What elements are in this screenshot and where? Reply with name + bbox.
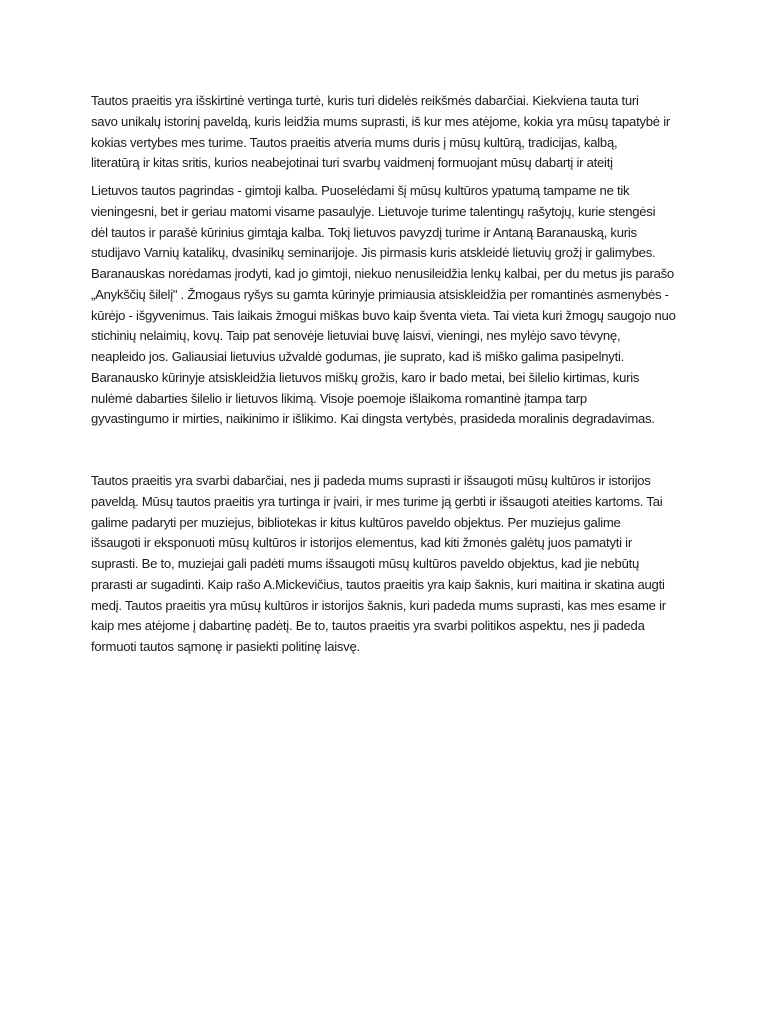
text-line: savo unikalų istorinį paveldą, kuris leidžia mums suprasti, iš kur mes atėjome, kokia yra mūsų tapatybė ir (91, 113, 670, 129)
text-line: Lietuvos tautos pagrindas - gimtoji kalba. Puoselėdami šį mūsų kultūros ypatumą tampame ne tik (91, 183, 630, 198)
text-line: kūrėjo - išgyvenimus. Tais laikais žmogui miškas buvo kaip šventa vieta. Tai vieta kuri žmogų saugojo nuo (91, 307, 676, 323)
text-line: formuoti tautos sąmonę ir pasiekti politinę laisvę. (91, 639, 360, 654)
text-line: studijavo Varnių katalikų, dvasinikų seminarijoje. Jis pirmasis kuris atskleidė lietuvių grožį ir galimybes. (91, 245, 656, 261)
text-line: kaip mes atėjome į dabartinę padėtį. Be to, tautos praeitis yra svarbi politikos aspektu, nes ji padeda (91, 618, 645, 634)
text-line: dėl tautos ir parašė kūrinius gimtąja kalba. Tokį lietuvos pavyzdį turime ir Antaną Baranauską, kuris (91, 224, 637, 240)
text-line: kokias vertybes mes turime. Tautos praeitis atveria mums duris į mūsų kultūrą, tradicijas, kalbą, (91, 134, 618, 150)
text-line: nulėmė dabarties šilelio ir lietuvos likimą. Visoje poemoje išlaikoma romantinė įtampa tarp (91, 390, 587, 406)
text-line: išsaugoti ir eksponuoti mūsų kultūros ir istorijos elementus, kad kiti žmonės galėtų juos pamatyti ir (91, 535, 632, 551)
text-line: Tautos praeitis yra svarbi dabarčiai, nes ji padeda mums suprasti ir išsaugoti mūsų kultūros ir istorijos (91, 473, 651, 488)
text-line: medį. Tautos praeitis yra mūsų kultūros ir istorijos šaknis, kuri padeda mums suprasti, kas mes esame ir (91, 597, 666, 613)
text-line: Baranausko kūrinyje atsiskleidžia lietuvos miškų grožis, karo ir bado metai, bei šilelio kirtimas, kuris (91, 369, 640, 385)
text-line: gyvastingumo ir mirties, naikinimo ir išlikimo. Kai dingsta vertybės, prasideda moralinis degradavimas. (91, 411, 655, 427)
text-line: vieningesni, bet ir geriau matomi visame pasaulyje. Lietuvoje turime talentingų rašytojų, kurie stengėsi (91, 203, 656, 219)
text-line: prarasti ar sugadinti. Kaip rašo A.Mickevičius, tautos praeitis yra kaip šaknis, kuri maitina ir skatina augti (91, 576, 665, 592)
paragraph-3 (91, 471, 691, 658)
paragraph-2 (91, 181, 691, 430)
text-line: galime padaryti per muziejus, bibliotekas ir kitus kultūros paveldo objektus. Per muziejus galime (91, 514, 621, 530)
text-line: paveldą. Mūsų tautos praeitis yra turtinga ir įvairi, ir mes turime ją gerbti ir išsaugoti ateities kartoms. Tai (91, 493, 663, 509)
text-line: „Anykščių šilelį" . Žmogaus ryšys su gamta kūrinyje primiausia atsiskleidžia per romantinės asmenybės - (91, 286, 669, 302)
text-line: neapleido jos. Galiausiai lietuvius užvaldė godumas, jie suprato, kad iš miško galima pasipelnyti. (91, 349, 625, 364)
text-line: suprasti. Be to, muziejai gali padėti mums išsaugoti mūsų kultūros paveldo objektus, kad jie nebūtų (91, 556, 640, 571)
paragraph-1 (91, 91, 691, 174)
text-line: literatūrą ir kitas sritis, kurios neabejotinai turi svarbų vaidmenį formuojant mūsų dabartį ir ateitį (91, 155, 613, 171)
text-line: Baranauskas norėdamas įrodyti, kad jo gimtoji, niekuo nenusileidžia lenkų kalbai, per du metus jis parašo (91, 266, 674, 281)
text-line: Tautos praeitis yra išskirtinė vertinga turtė, kuris turi didelės reikšmės dabarčiai. Kiekviena tauta turi (91, 93, 639, 108)
text-line: stichinių nelaimių, kovų. Taip pat senovėje lietuviai buvę laisvi, vieningi, nes mylėjo savo tėvynę, (91, 328, 621, 344)
